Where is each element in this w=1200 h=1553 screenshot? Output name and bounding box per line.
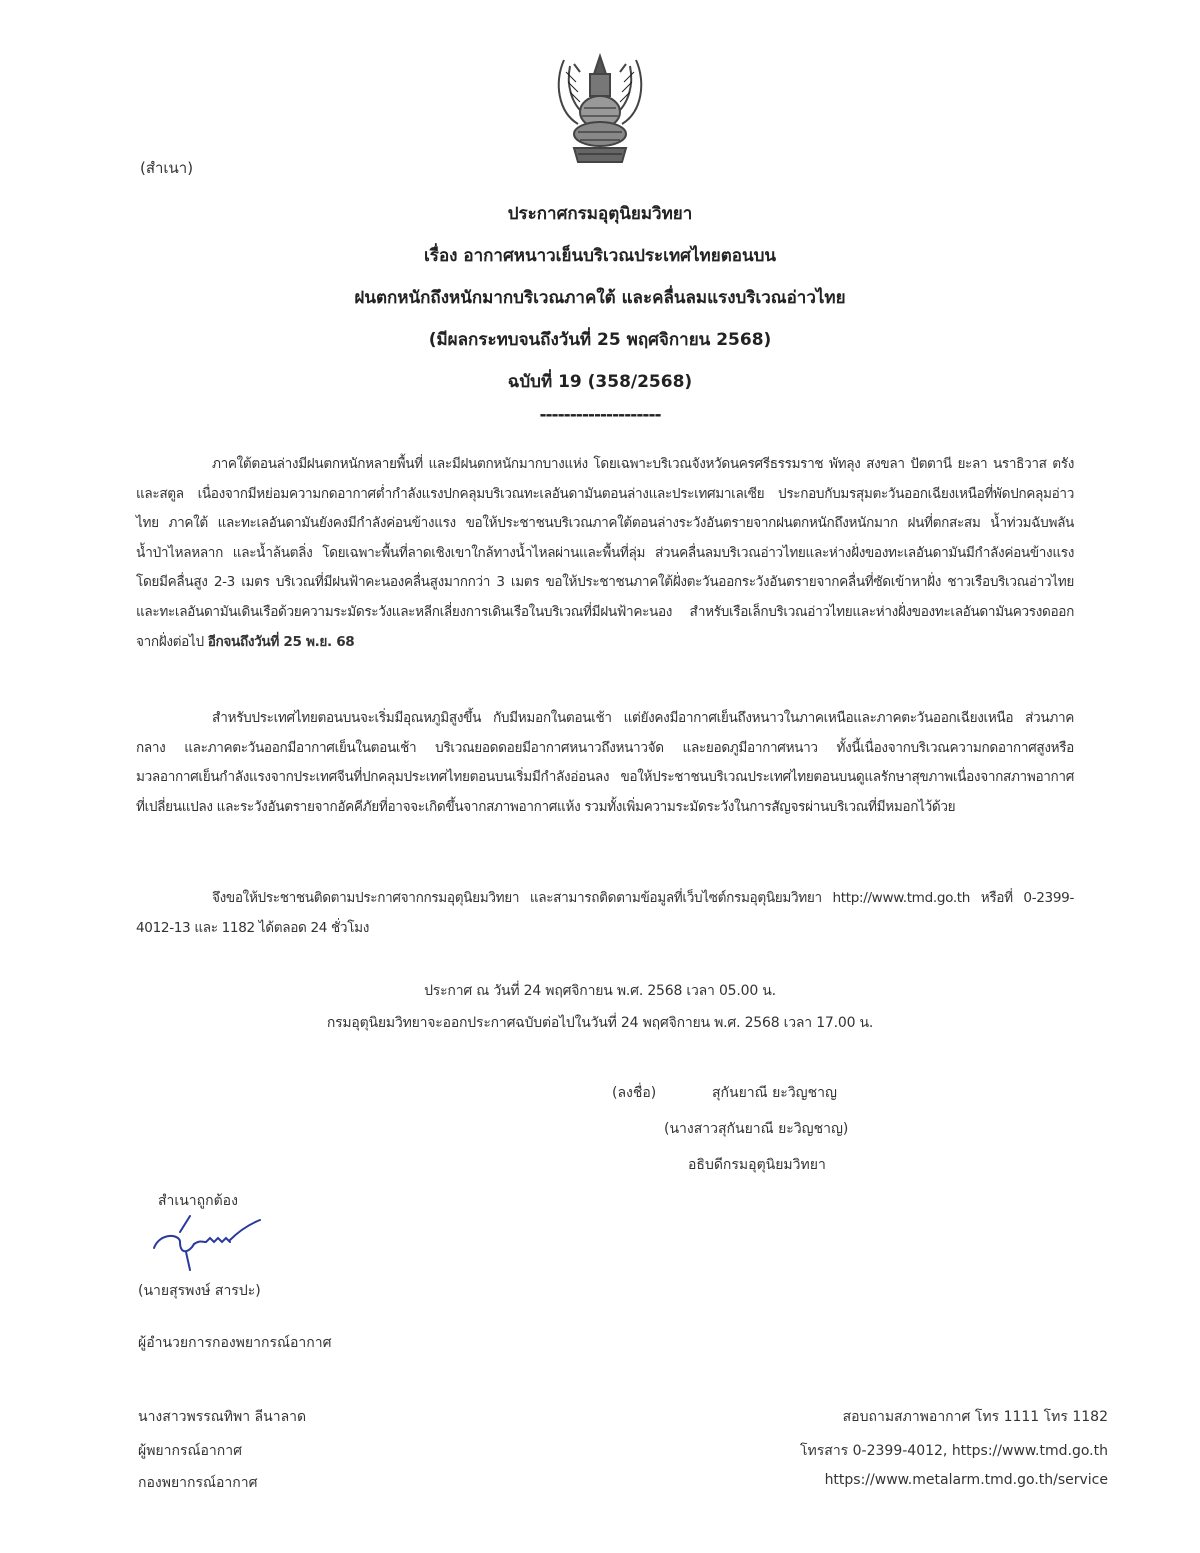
issued-datetime: ประกาศ ณ วันที่ 24 พฤศจิกายน พ.ศ. 2568 เวลา 05.00 น. [424, 983, 776, 999]
signatory-position: อธิบดีกรมอุตุนิยมวิทยา [688, 1157, 826, 1173]
paragraph-text: ภาคใต้ตอนล่างมีฝนตกหนักหลายพื้นที่ และมีฝนตกหนักมากบางแห่ง โดยเฉพาะบริเวณจังหวัดนครศรีธรรมราช พัทลุง สงขลา ปัตตานี ยะลา นราธิวาส ตรัง และสตูล เนื่องจากมีหย่อมความกดอากาศต่ำกำลังแรงปกคลุมบริเวณทะเลอันดามันตอนล่างและประเทศมาเลเซีย ประกอบกับมรสุมตะวันออกเฉียงเหนือที่พัดปกคลุมอ่าวไทย ภาคใต้ และทะเลอันดามันยังคงมีกำลังค่อนข้างแรง ขอให้ประชาชนบริเวณภาคใต้ตอนล่างระวังอันตรายจากฝนตกหนักถึงหนักมาก ฝนที่ตกสะสม น้ำท่วมฉับพลัน น้ำป่าไหลหลาก และน้ำล้นตลิ่ง โดยเฉพาะพื้นที่ลาดเชิงเขาใกล้ทางน้ำไหลผ่านและพื้นที่ลุ่ม ส่วนคลื่นลมบริเวณอ่าวไทยและห่างฝั่งของทะเลอันดามันมีกำลังค่อนข้างแรง โดยมีคลื่นสูง 2-3 เมตร บริเวณที่มีฝนฟ้าคะนองคลื่นสูงมากกว่า 3 เมตร ขอให้ประชาชนภาคใต้ฝั่งตะวันออกระวังอันตรายจากคลื่นที่ซัดเข้าหาฝั่ง ชาวเรือบริเวณอ่าวไทยและทะเลอันดามันเดินเรือด้วยความระมัดระวังและหลีกเลี่ยงการเดินเรือในบริเวณที่มีฝนฟ้าคะนอง สำหรับเรือเล็กบริเวณอ่าวไทยและห่างฝั่งของทะเลอันดามันควรงดออกจากฝั่งต่อไป [136, 456, 1074, 650]
handwritten-signature-icon [150, 1212, 270, 1272]
signatory-full-name: (นางสาวสุกันยาณี ยะวิญชาญ) [664, 1121, 849, 1137]
contact-service-link[interactable]: https://www.metalarm.tmd.go.th/service [824, 1472, 1108, 1488]
next-issue-datetime: กรมอุตุนิยมวิทยาจะออกประกาศฉบับต่อไปในวันที่ 24 พฤศจิกายน พ.ศ. 2568 เวลา 17.00 น. [326, 1015, 874, 1031]
certifier-position: ผู้อำนวยการกองพยากรณ์อากาศ [138, 1335, 332, 1351]
document-subject-cont: ฝนตกหนักถึงหนักมากบริเวณภาคใต้ และคลื่นลมแรงบริเวณอ่าวไทย [354, 288, 846, 308]
forecaster-name: นางสาวพรรณทิพา ลีนาลาด [138, 1409, 307, 1425]
signed-label: (ลงชื่อ) [612, 1085, 657, 1101]
paragraph-text: สำหรับประเทศไทยตอนบนจะเริ่มมีอุณหภูมิสูงขึ้น กับมีหมอกในตอนเช้า แต่ยังคงมีอากาศเย็นถึงหนาวในภาคเหนือและภาคตะวันออกเฉียงเหนือ ส่วนภาคกลาง และภาคตะวันออกมีอากาศเย็นในตอนเช้า บริเวณยอดดอยมีอากาศหนาวถึงหนาวจัด และยอดภูมีอากาศหนาว ทั้งนี้เนื่องจากบริเวณความกดอากาศสูงหรือมวลอากาศเย็นกำลังแรงจากประเทศจีนที่ปกคลุมประเทศไทยตอนบนเริ่มมีกำลังอ่อนลง ขอให้ประชาชนบริเวณประเทศไทยตอนบนดูแลรักษาสุขภาพเนื่องจากสภาพอากาศที่เปลี่ยนแปลง และระวังอันตรายจากอัคคีภัยที่อาจจะเกิดขึ้นจากสภาพอากาศแห้ง รวมทั้งเพิ่มความระมัดระวังในการสัญจรผ่านบริเวณที่มีหมอกไว้ด้วย [136, 710, 1074, 815]
document-title: ประกาศกรมอุตุนิยมวิทยา [507, 204, 693, 224]
paragraph-upper-thailand [136, 704, 1074, 822]
document-subject: เรื่อง อากาศหนาวเย็นบริเวณประเทศไทยตอนบน [424, 246, 776, 266]
forecaster-division: กองพยากรณ์อากาศ [138, 1475, 258, 1491]
contact-phone: สอบถามสภาพอากาศ โทร 1111 โทร 1182 [842, 1409, 1108, 1425]
issue-number: ฉบับที่ 19 (358/2568) [507, 372, 693, 392]
copy-mark: (สำเนา) [140, 159, 194, 177]
effect-period: (มีผลกระทบจนถึงวันที่ 25 พฤศจิกายน 2568) [428, 330, 772, 350]
garuda-emblem-icon [544, 52, 656, 170]
paragraph-follow-up [136, 884, 1074, 943]
certifier-name: (นายสุรพงษ์ สารปะ) [138, 1283, 261, 1299]
forecaster-position: ผู้พยากรณ์อากาศ [138, 1443, 242, 1459]
paragraph-south-rain [136, 450, 1074, 657]
contact-fax-website[interactable]: โทรสาร 0-2399-4012, https://www.tmd.go.th [800, 1443, 1108, 1459]
title-separator: -------------------- [539, 405, 661, 425]
signatory-name: สุกันยาณี ยะวิญชาญ [712, 1085, 837, 1101]
paragraph-text: จึงขอให้ประชาชนติดตามประกาศจากกรมอุตุนิยมวิทยา และสามารถติดตามข้อมูลที่เว็บไซต์กรมอุตุนิยมวิทยา http://www.tmd.go.th หรือที่ 0-2399-4012-13 และ 1182 ได้ตลอด 24 ชั่วโมง [136, 890, 1074, 936]
certified-copy-label: สำเนาถูกต้อง [158, 1193, 238, 1209]
paragraph-deadline: อีกจนถึงวันที่ 25 พ.ย. 68 [207, 633, 355, 650]
